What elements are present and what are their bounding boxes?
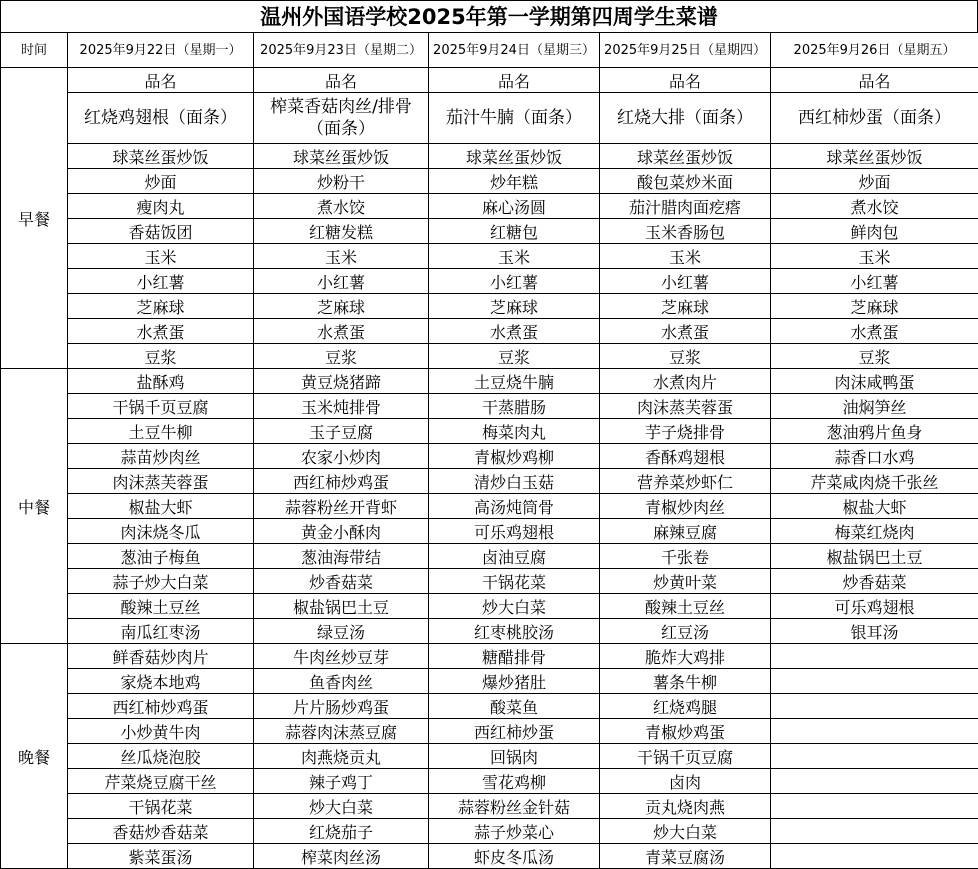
menu-row bbox=[1, 68, 978, 93]
dish-cell: 土豆烧牛腩 bbox=[429, 369, 600, 394]
dish-cell: 炒面 bbox=[771, 169, 978, 194]
dish-cell: 红豆汤 bbox=[600, 619, 771, 644]
dish-cell: 蒜蓉粉丝开背虾 bbox=[254, 494, 429, 519]
dish-cell: 营养菜炒虾仁 bbox=[600, 469, 771, 494]
dish-cell: 千张卷 bbox=[600, 544, 771, 569]
menu-row bbox=[1, 594, 978, 619]
dish-cell: 酸辣土豆丝 bbox=[600, 594, 771, 619]
dish-cell: 香菇饭团 bbox=[68, 219, 254, 244]
dish-cell: 雪花鸡柳 bbox=[429, 769, 600, 794]
dish-cell: 煮水饺 bbox=[254, 194, 429, 219]
menu-row bbox=[1, 844, 978, 869]
dish-cell bbox=[771, 669, 978, 694]
dish-cell: 葱油鸦片鱼身 bbox=[771, 419, 978, 444]
dish-cell: 椒盐锅巴土豆 bbox=[771, 544, 978, 569]
dish-cell: 豆浆 bbox=[600, 344, 771, 369]
dish-cell: 西红柿炒鸡蛋 bbox=[254, 469, 429, 494]
dish-cell: 球菜丝蛋炒饭 bbox=[68, 144, 254, 169]
meal-label: 中餐 bbox=[1, 369, 68, 644]
dish-cell: 豆浆 bbox=[68, 344, 254, 369]
dish-cell: 酸包菜炒米面 bbox=[600, 169, 771, 194]
dish-cell: 梅菜肉丸 bbox=[429, 419, 600, 444]
dish-cell: 可乐鸡翅根 bbox=[771, 594, 978, 619]
dish-cell: 芝麻球 bbox=[68, 294, 254, 319]
dish-cell: 盐酥鸡 bbox=[68, 369, 254, 394]
dish-cell: 糖醋排骨 bbox=[429, 644, 600, 669]
dish-cell bbox=[771, 694, 978, 719]
dish-cell: 玉米香肠包 bbox=[600, 219, 771, 244]
dish-cell: 炒大白菜 bbox=[600, 819, 771, 844]
dish-cell: 玉米 bbox=[771, 244, 978, 269]
meal-label: 早餐 bbox=[1, 68, 68, 369]
day-header: 2025年9月22日（星期一） bbox=[68, 33, 254, 68]
dish-cell: 干锅千页豆腐 bbox=[600, 744, 771, 769]
menu-row bbox=[1, 319, 978, 344]
dish-cell: 油焖笋丝 bbox=[771, 394, 978, 419]
dish-cell: 爆炒猪肚 bbox=[429, 669, 600, 694]
day-header: 2025年9月26日（星期五） bbox=[771, 33, 978, 68]
dish-cell: 红烧鸡翅根（面条） bbox=[68, 93, 254, 144]
dish-cell bbox=[771, 844, 978, 869]
dish-cell: 椒盐锅巴土豆 bbox=[254, 594, 429, 619]
dish-cell: 红枣桃胶汤 bbox=[429, 619, 600, 644]
menu-row bbox=[1, 669, 978, 694]
dish-cell: 银耳汤 bbox=[771, 619, 978, 644]
dish-cell: 炒香菇菜 bbox=[254, 569, 429, 594]
dish-cell: 水煮蛋 bbox=[771, 319, 978, 344]
dish-cell: 椒盐大虾 bbox=[68, 494, 254, 519]
menu-row bbox=[1, 294, 978, 319]
dish-cell: 椒盐大虾 bbox=[771, 494, 978, 519]
dish-cell: 榨菜香菇肉丝/排骨（面条） bbox=[254, 93, 429, 144]
dish-cell: 茄汁牛腩（面条） bbox=[429, 93, 600, 144]
dish-cell: 肉沫蒸芙蓉蛋 bbox=[600, 394, 771, 419]
dish-cell: 芝麻球 bbox=[429, 294, 600, 319]
dish-cell: 蒜子炒大白菜 bbox=[68, 569, 254, 594]
dish-cell: 红糖发糕 bbox=[254, 219, 429, 244]
dish-cell: 贡丸烧肉燕 bbox=[600, 794, 771, 819]
dish-cell: 卤油豆腐 bbox=[429, 544, 600, 569]
dish-cell: 西红柿炒鸡蛋 bbox=[68, 694, 254, 719]
dish-cell: 丝瓜烧泡胶 bbox=[68, 744, 254, 769]
dish-cell: 西红柿炒蛋（面条） bbox=[771, 93, 978, 144]
menu-row bbox=[1, 244, 978, 269]
day-header: 2025年9月23日（星期二） bbox=[254, 33, 429, 68]
menu-row bbox=[1, 169, 978, 194]
dish-cell: 酸辣土豆丝 bbox=[68, 594, 254, 619]
dish-cell: 肉沫咸鸭蛋 bbox=[771, 369, 978, 394]
dish-cell: 虾皮冬瓜汤 bbox=[429, 844, 600, 869]
day-header: 2025年9月25日（星期四） bbox=[600, 33, 771, 68]
dish-cell: 卤肉 bbox=[600, 769, 771, 794]
dish-cell: 葱油海带结 bbox=[254, 544, 429, 569]
dish-cell: 麻辣豆腐 bbox=[600, 519, 771, 544]
dish-cell: 球菜丝蛋炒饭 bbox=[254, 144, 429, 169]
dish-cell: 蒜子炒菜心 bbox=[429, 819, 600, 844]
dish-cell: 蒜蓉肉沫蒸豆腐 bbox=[254, 719, 429, 744]
dish-cell: 青菜豆腐汤 bbox=[600, 844, 771, 869]
dish-cell: 肉沫烧冬瓜 bbox=[68, 519, 254, 544]
dish-cell: 鲜香菇炒肉片 bbox=[68, 644, 254, 669]
dish-cell: 家烧本地鸡 bbox=[68, 669, 254, 694]
dish-cell: 芝麻球 bbox=[771, 294, 978, 319]
dish-cell: 鲜肉包 bbox=[771, 219, 978, 244]
dish-cell: 红烧鸡腿 bbox=[600, 694, 771, 719]
dish-cell: 紫菜蛋汤 bbox=[68, 844, 254, 869]
dish-cell: 小红薯 bbox=[771, 269, 978, 294]
dish-cell: 干锅花菜 bbox=[68, 794, 254, 819]
dish-cell: 绿豆汤 bbox=[254, 619, 429, 644]
dish-cell bbox=[771, 744, 978, 769]
dish-cell: 品名 bbox=[600, 68, 771, 93]
dish-cell: 蒜蓉粉丝金针菇 bbox=[429, 794, 600, 819]
dish-cell: 脆炸大鸡排 bbox=[600, 644, 771, 669]
menu-row bbox=[1, 419, 978, 444]
dish-cell: 玉米 bbox=[600, 244, 771, 269]
dish-cell: 蒜香口水鸡 bbox=[771, 444, 978, 469]
menu-row bbox=[1, 394, 978, 419]
dish-cell: 干蒸腊肠 bbox=[429, 394, 600, 419]
menu-row bbox=[1, 469, 978, 494]
dish-cell: 水煮蛋 bbox=[254, 319, 429, 344]
dish-cell: 炒香菇菜 bbox=[771, 569, 978, 594]
menu-row bbox=[1, 694, 978, 719]
dish-cell: 辣子鸡丁 bbox=[254, 769, 429, 794]
dish-cell: 玉子豆腐 bbox=[254, 419, 429, 444]
dish-cell: 黄豆烧猪蹄 bbox=[254, 369, 429, 394]
dish-cell: 小红薯 bbox=[254, 269, 429, 294]
dish-cell: 肉沫蒸芙蓉蛋 bbox=[68, 469, 254, 494]
dish-cell: 瘦肉丸 bbox=[68, 194, 254, 219]
menu-row bbox=[1, 819, 978, 844]
dish-cell: 南瓜红枣汤 bbox=[68, 619, 254, 644]
dish-cell: 红烧茄子 bbox=[254, 819, 429, 844]
dish-cell: 球菜丝蛋炒饭 bbox=[429, 144, 600, 169]
menu-row bbox=[1, 219, 978, 244]
dish-cell: 豆浆 bbox=[429, 344, 600, 369]
dish-cell: 豆浆 bbox=[771, 344, 978, 369]
meal-label: 晚餐 bbox=[1, 644, 68, 869]
menu-row bbox=[1, 369, 978, 394]
menu-row bbox=[1, 494, 978, 519]
time-header: 时间 bbox=[1, 33, 68, 68]
dish-cell: 煮水饺 bbox=[771, 194, 978, 219]
dish-cell: 片片肠炒鸡蛋 bbox=[254, 694, 429, 719]
dish-cell: 西红柿炒蛋 bbox=[429, 719, 600, 744]
header-row bbox=[1, 33, 978, 68]
dish-cell: 芝麻球 bbox=[600, 294, 771, 319]
dish-cell: 青椒炒鸡柳 bbox=[429, 444, 600, 469]
menu-row bbox=[1, 344, 978, 369]
menu-table bbox=[0, 32, 978, 869]
dish-cell: 可乐鸡翅根 bbox=[429, 519, 600, 544]
menu-row bbox=[1, 769, 978, 794]
dish-cell: 土豆牛柳 bbox=[68, 419, 254, 444]
menu-row bbox=[1, 444, 978, 469]
dish-cell bbox=[771, 644, 978, 669]
dish-cell: 黄金小酥肉 bbox=[254, 519, 429, 544]
menu-row bbox=[1, 93, 978, 144]
menu-row bbox=[1, 744, 978, 769]
dish-cell: 榨菜肉丝汤 bbox=[254, 844, 429, 869]
dish-cell: 麻心汤圆 bbox=[429, 194, 600, 219]
dish-cell bbox=[771, 769, 978, 794]
menu-row bbox=[1, 519, 978, 544]
menu-row bbox=[1, 569, 978, 594]
dish-cell: 牛肉丝炒豆芽 bbox=[254, 644, 429, 669]
dish-cell: 茄汁腊肉面疙瘩 bbox=[600, 194, 771, 219]
dish-cell: 芹菜咸肉烧千张丝 bbox=[771, 469, 978, 494]
dish-cell: 水煮蛋 bbox=[429, 319, 600, 344]
dish-cell: 青椒炒鸡蛋 bbox=[600, 719, 771, 744]
dish-cell: 干锅花菜 bbox=[429, 569, 600, 594]
dish-cell: 高汤炖筒骨 bbox=[429, 494, 600, 519]
menu-row bbox=[1, 719, 978, 744]
dish-cell: 水煮肉片 bbox=[600, 369, 771, 394]
dish-cell: 水煮蛋 bbox=[600, 319, 771, 344]
dish-cell: 香菇炒香菇菜 bbox=[68, 819, 254, 844]
dish-cell: 品名 bbox=[429, 68, 600, 93]
dish-cell: 炒大白菜 bbox=[254, 794, 429, 819]
dish-cell: 鱼香肉丝 bbox=[254, 669, 429, 694]
dish-cell: 肉燕烧贡丸 bbox=[254, 744, 429, 769]
dish-cell: 玉米 bbox=[254, 244, 429, 269]
dish-cell: 炒粉干 bbox=[254, 169, 429, 194]
dish-cell: 蒜苗炒肉丝 bbox=[68, 444, 254, 469]
dish-cell: 小红薯 bbox=[68, 269, 254, 294]
dish-cell bbox=[771, 794, 978, 819]
dish-cell: 小红薯 bbox=[429, 269, 600, 294]
dish-cell bbox=[771, 819, 978, 844]
dish-cell: 玉米炖排骨 bbox=[254, 394, 429, 419]
dish-cell: 品名 bbox=[68, 68, 254, 93]
page-title: 温州外国语学校2025年第一学期第四周学生菜谱 bbox=[0, 0, 978, 32]
dish-cell: 梅菜红烧肉 bbox=[771, 519, 978, 544]
menu-row bbox=[1, 269, 978, 294]
dish-cell: 芝麻球 bbox=[254, 294, 429, 319]
dish-cell: 炒面 bbox=[68, 169, 254, 194]
dish-cell: 薯条牛柳 bbox=[600, 669, 771, 694]
dish-cell: 小炒黄牛肉 bbox=[68, 719, 254, 744]
dish-cell: 玉米 bbox=[68, 244, 254, 269]
dish-cell: 香酥鸡翅根 bbox=[600, 444, 771, 469]
dish-cell: 豆浆 bbox=[254, 344, 429, 369]
dish-cell: 炒黄叶菜 bbox=[600, 569, 771, 594]
menu-row bbox=[1, 194, 978, 219]
dish-cell: 青椒炒肉丝 bbox=[600, 494, 771, 519]
dish-cell: 农家小炒肉 bbox=[254, 444, 429, 469]
day-header: 2025年9月24日（星期三） bbox=[429, 33, 600, 68]
dish-cell: 酸菜鱼 bbox=[429, 694, 600, 719]
dish-cell: 小红薯 bbox=[600, 269, 771, 294]
menu-row bbox=[1, 644, 978, 669]
dish-cell: 球菜丝蛋炒饭 bbox=[600, 144, 771, 169]
menu-row bbox=[1, 144, 978, 169]
dish-cell: 清炒白玉菇 bbox=[429, 469, 600, 494]
menu-row bbox=[1, 794, 978, 819]
dish-cell: 品名 bbox=[771, 68, 978, 93]
dish-cell: 炒大白菜 bbox=[429, 594, 600, 619]
dish-cell: 芹菜烧豆腐干丝 bbox=[68, 769, 254, 794]
dish-cell: 回锅肉 bbox=[429, 744, 600, 769]
dish-cell: 红烧大排（面条） bbox=[600, 93, 771, 144]
dish-cell: 炒年糕 bbox=[429, 169, 600, 194]
dish-cell: 葱油子梅鱼 bbox=[68, 544, 254, 569]
menu-row bbox=[1, 619, 978, 644]
dish-cell: 水煮蛋 bbox=[68, 319, 254, 344]
dish-cell: 红糖包 bbox=[429, 219, 600, 244]
dish-cell bbox=[771, 719, 978, 744]
dish-cell: 玉米 bbox=[429, 244, 600, 269]
dish-cell: 干锅千页豆腐 bbox=[68, 394, 254, 419]
menu-row bbox=[1, 544, 978, 569]
dish-cell: 品名 bbox=[254, 68, 429, 93]
dish-cell: 球菜丝蛋炒饭 bbox=[771, 144, 978, 169]
dish-cell: 芋子烧排骨 bbox=[600, 419, 771, 444]
